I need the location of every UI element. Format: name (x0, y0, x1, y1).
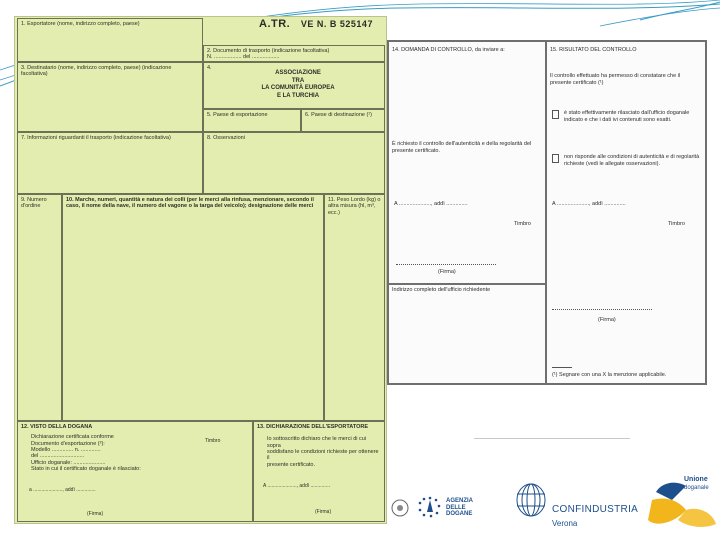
transport-info-box (17, 132, 203, 194)
association-line-4: E LA TURCHIA (276, 92, 320, 99)
dogane-word: DOGANE (446, 511, 473, 518)
logos-bar (386, 470, 720, 540)
customs-line-3: Modello .............. n. ............. (31, 446, 101, 453)
request-stamp-label: Timbro (514, 221, 531, 227)
unione-word: Unione (684, 476, 708, 483)
request-signature-label: (Firma) (438, 269, 456, 275)
form-type: A.TR. (259, 18, 291, 30)
result-signature-line (552, 309, 652, 310)
footnote: (¹) Segnare con una X la menzione applicabile. (552, 372, 667, 378)
confindustria-logo: CONFINDUSTRIA (552, 504, 639, 515)
customs-stamp-label: Timbro (205, 438, 221, 444)
remarks-box (203, 132, 385, 194)
serial-number: VE N. B 525147 (300, 19, 373, 29)
result-stamp-label: Timbro (668, 221, 685, 227)
exporter-declaration-label: 13. DICHIARAZIONE DELL'ESPORTATORE (257, 424, 369, 430)
exporter-declaration-box (253, 421, 385, 522)
option-1-checkbox[interactable] (552, 110, 559, 119)
customs-endorsement-box (17, 421, 253, 522)
declaration-line-1: Io sottoscritto dichiaro che le merci di cui sopra (267, 436, 367, 449)
result-signature-label: (Firma) (598, 317, 616, 323)
option-2-checkbox[interactable] (552, 154, 559, 163)
atr-certificate (14, 16, 387, 524)
item-number-label: 9. Numero d'ordine (21, 197, 47, 210)
footnote-rule (552, 367, 572, 368)
customs-line-1: Dichiarazione certificata conforme (31, 434, 114, 441)
delle-word: DELLE (446, 504, 466, 511)
declaration-line-3: presente certificato. (267, 461, 315, 468)
agenzia-dogane-logo (446, 498, 473, 518)
customs-endorsement-label: 12. VISTO DELLA DOGANA (21, 424, 93, 430)
box-4-label: 4. (207, 65, 212, 71)
customs-place-date: a ....................., addì .............. (29, 487, 96, 493)
exporter-signature-label: (Firma) (315, 509, 332, 515)
destination-country-box (301, 109, 385, 132)
gross-weight-label: 11. Peso Lordo (kg) o altra misura (hl, m³, ecc.) (328, 197, 381, 216)
exporter-label: 1. Esportatore (nome, indirizzo completo, paese) (21, 21, 140, 27)
form-header (259, 18, 373, 30)
association-line-2: TRA (291, 77, 305, 84)
gross-weight-box (324, 194, 385, 421)
remarks-label: 8. Osservazioni (207, 135, 245, 141)
doganale-word: doganale (684, 485, 709, 491)
customs-line-5: Ufficio doganale: ..................... (31, 459, 106, 466)
association-line-3: LA COMUNITÀ EUROPEA (261, 85, 335, 91)
item-number-box (17, 194, 62, 421)
customs-signature-label: (Firma) (87, 511, 104, 517)
association-title (243, 70, 353, 100)
control-result-box (546, 41, 706, 384)
declaration-line-2: soddisfano le condizioni richieste per ottenere il (267, 448, 379, 462)
destination-country-label: 6. Paese di destinazione (¹) (305, 112, 372, 118)
transport-doc-label: 2. Documento di trasporto (indicazione facoltativa) (207, 48, 330, 54)
request-place-date: A ....................., addì .............. (394, 201, 468, 207)
consignee-box (17, 62, 203, 132)
consignee-label: 3. Destinatario (nome, indirizzo completo, paese) (indicazione facoltativa) (21, 65, 172, 78)
option-2-text: non risponde alle condizioni di autenticità e di regolarità richieste (vedi le allegate osservazioni). (564, 154, 700, 167)
requesting-office-label: Indirizzo completo dell'ufficio richiedente (392, 287, 491, 293)
customs-line-6: Stato in cui il certificato doganale è rilasciato: (31, 465, 141, 472)
goods-description-box (62, 194, 324, 421)
exporter-box (17, 18, 203, 62)
requesting-office-box (388, 284, 546, 384)
result-place-date: A ....................., addì .............. (552, 201, 626, 207)
goods-description-label: 10. Marche, numeri, quantità e natura dei colli (per le merci alla rinfusa, menzionare, secondo il caso, il nome della nave, il numero del vagone o la targa del veicolo); designazione delle merci (66, 197, 314, 210)
control-request-box (388, 41, 546, 284)
faint-line (474, 438, 630, 439)
customs-line-4: del ............................. (31, 453, 85, 460)
export-country-label: 5. Paese di esportazione (207, 112, 268, 118)
agenzia-word: AGENZIA (446, 498, 473, 504)
control-request-text: È richiesto il controllo dell'autenticità e della regolarità del presente certificato. (392, 141, 532, 154)
request-signature-line (396, 264, 496, 265)
control-request-label: 14. DOMANDA DI CONTROLLO, da inviare a: (392, 47, 505, 53)
transport-doc-box (203, 45, 385, 62)
export-country-box (203, 109, 301, 132)
option-1-text: è stato effettivamente rilasciato dall'ufficio doganale indicato e che i dati ivi contenuti sono esatti. (564, 110, 690, 123)
confindustria-city: Verona (552, 519, 578, 528)
exporter-place-date: A ....................., addì .............. (263, 483, 330, 489)
control-form (387, 40, 707, 385)
association-line-1: ASSOCIAZIONE (275, 70, 321, 76)
transport-doc-fields: N. .................. del .................. (207, 54, 280, 61)
transport-info-label: 7. Informazioni riguardanti il trasporto (indicazione facoltativa) (21, 135, 171, 141)
customs-line-2: Documento d'esportazione (²): (31, 440, 105, 447)
control-result-label: 15. RISULTATO DEL CONTROLLO (550, 47, 637, 53)
control-result-text: Il controllo effettuato ha permesso di constatare che il presente certificato (¹) (550, 73, 681, 86)
